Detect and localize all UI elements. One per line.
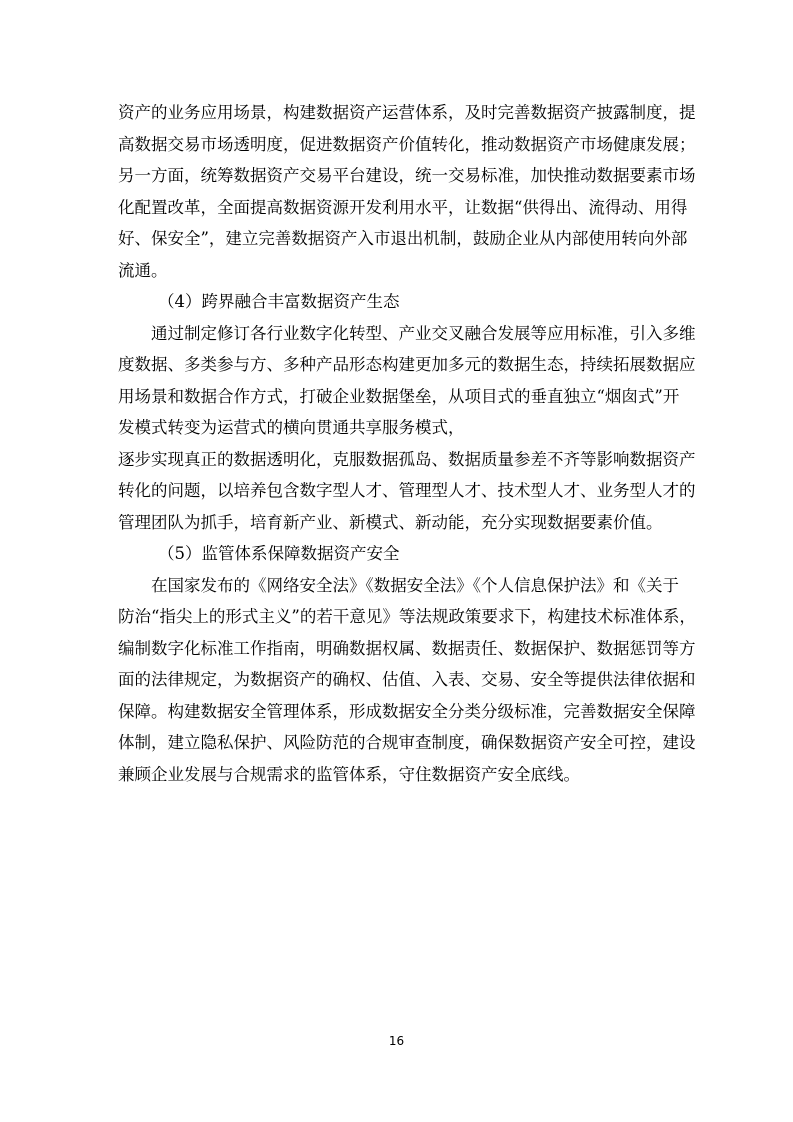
text-line: 逐步实现真正的数据透明化，克服数据孤岛、数据质量参差不齐等影响数据资产 <box>118 449 696 469</box>
page-content <box>118 97 696 790</box>
text-line: 面的法律规定，为数据资产的确权、估值、入表、交易、安全等提供法律依据和 <box>118 670 696 689</box>
text-line: 转化的问题，以培养包含数字型人才、管理型人才、技术型人才、业务型人才的 <box>118 481 696 500</box>
section-heading-5: （5）监管体系保障数据资产安全 <box>158 544 400 563</box>
text-line: 用场景和数据合作方式，打破企业数据堡垒，从项目式的垂直独立“烟囱式”开 <box>118 386 680 406</box>
text-line: 保障。构建数据安全管理体系，形成数据安全分类分级标准，完善数据安全保障 <box>118 701 696 721</box>
text-line: 资产的业务应用场景，构建数据资产运营体系，及时完善数据资产披露制度，提 <box>118 103 696 122</box>
text-line: 编制数字化标准工作指南，明确数据权属、数据责任、数据保护、数据惩罚等方 <box>118 638 696 658</box>
text-line: 流通。 <box>118 260 168 280</box>
text-line: 在国家发布的《网络安全法》《数据安全法》《个人信息保护法》和《关于 <box>151 575 679 595</box>
text-line: 化配置改革，全面提高数据资源开发利用水平，让数据“供得出、流得动、用得 <box>118 197 688 217</box>
page-number: 16 <box>388 1034 405 1048</box>
paragraph-1 <box>118 97 696 286</box>
text-line: 度数据、多类参与方、多种产品形态构建更加多元的数据生态，持续拓展数据应 <box>118 355 696 374</box>
paragraph-2 <box>118 318 696 539</box>
text-line: 防治“指尖上的形式主义”的若干意见》等法规政策要求下，构建技术标准体系， <box>118 607 696 626</box>
section-heading-4: （4）跨界融合丰富数据资产生态 <box>158 292 400 311</box>
text-line: 通过制定修订各行业数字化转型、产业交叉融合发展等应用标准，引入多维 <box>151 323 696 343</box>
text-line: 发模式转变为运营式的横向贯通共享服务模式， <box>118 418 465 437</box>
text-line: 另一方面，统筹数据资产交易平台建设，统一交易标准，加快推动数据要素市场 <box>118 166 696 185</box>
text-line: 好、保安全”，建立完善数据资产入市退出机制，鼓励企业从内部使用转向外部 <box>118 229 688 248</box>
text-line: 高数据交易市场透明度，促进数据资产价值转化，推动数据资产市场健康发展； <box>118 134 696 154</box>
text-line: 兼顾企业发展与合规需求的监管体系，守住数据资产安全底线。 <box>118 764 580 784</box>
text-line: 体制，建立隐私保护、风险防范的合规审查制度，确保数据资产安全可控，建设 <box>118 733 696 752</box>
text-line: 管理团队为抓手，培育新产业、新模式、新动能，充分实现数据要素价值。 <box>118 512 663 532</box>
paragraph-3 <box>118 570 696 791</box>
